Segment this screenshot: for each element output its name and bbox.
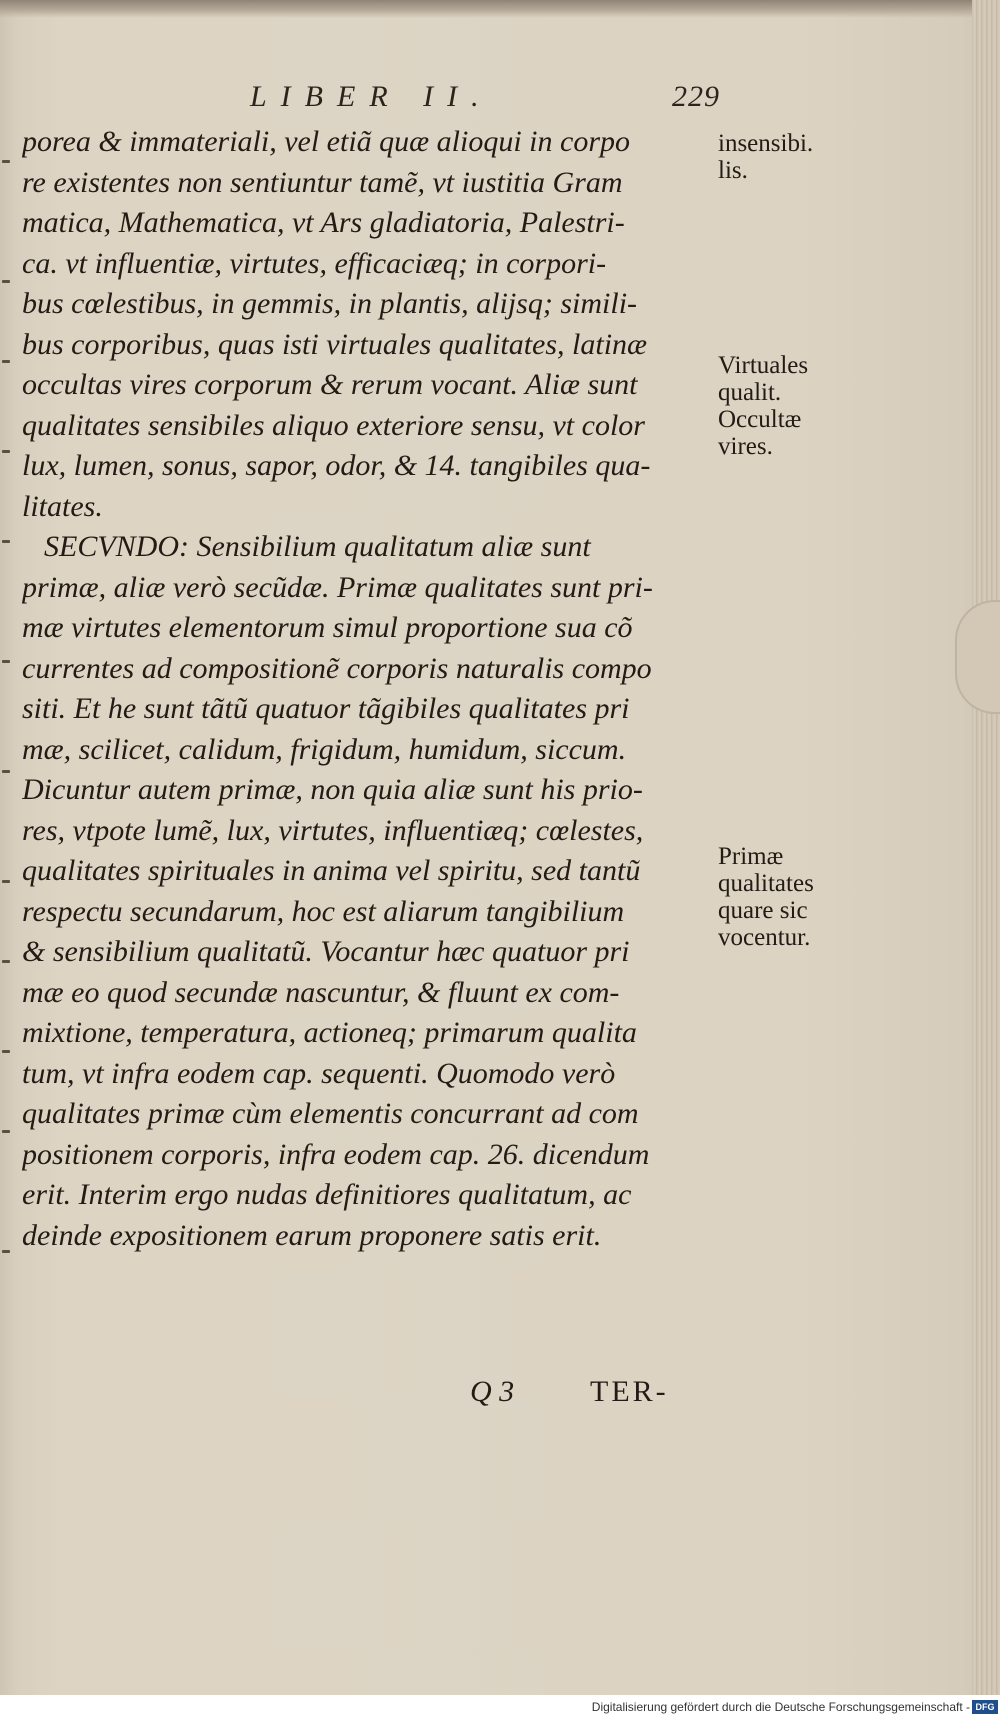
text-line: qualitates spirituales in anima vel spiritu, sed tantũ: [22, 854, 641, 887]
marginal-note-line: Occultæ: [718, 406, 802, 433]
marginal-note-line: insensibi.: [718, 130, 814, 157]
marginal-note: [718, 352, 868, 460]
text-line: currentes ad compositionẽ corporis naturalis compo: [22, 651, 652, 685]
text-line: SECVNDO: Sensibilium qualitatum aliæ sunt: [44, 530, 591, 563]
text-line: qualitates primæ cùm elementis concurrant ad com: [22, 1097, 639, 1130]
text-line: respectu secundarum, hoc est aliarum tangibilium: [22, 894, 625, 928]
funding-credit: Digitalisierung gefördert durch die Deutsche Forschungsgemeinschaft -: [591, 1700, 970, 1714]
marginal-note-line: lis.: [718, 157, 748, 184]
marginal-note: [718, 843, 868, 951]
page-edges: [972, 0, 1000, 1700]
page-header: [250, 80, 720, 120]
gutter-marks: [0, 120, 14, 1420]
signature-mark: Q 3: [470, 1375, 515, 1408]
text-line: matica, Mathematica, vt Ars gladiatoria, Palestri-: [22, 206, 625, 239]
text-line: porea & immateriali, vel etiã quæ alioqui in corpo: [22, 125, 630, 158]
book-clasp: [955, 600, 1000, 714]
catchline: [470, 1375, 720, 1419]
marginal-note-line: Virtuales: [718, 352, 809, 379]
marginal-note-line: vires.: [718, 433, 773, 460]
text-line: res, vtpote lumẽ, lux, virtutes, influentiæq; cœlestes,: [22, 813, 644, 847]
text-line: ca. vt influentiæ, virtutes, efficaciæq; in corpori-: [22, 246, 607, 280]
marginal-note-line: quare sic: [718, 897, 808, 924]
text-line: tum, vt infra eodem cap. sequenti. Quomodo verò: [22, 1056, 616, 1090]
text-line: mæ, scilicet, calidum, frigidum, humidum, siccum.: [22, 732, 627, 766]
text-line: litates.: [22, 489, 103, 523]
text-line: & sensibilium qualitatũ. Vocantur hæc quatuor pri: [22, 935, 630, 968]
text-line: siti. Et he sunt tãtũ quatuor tãgibiles qualitates pri: [22, 692, 630, 725]
running-title: LIBER II.: [250, 80, 493, 113]
text-line: deinde expositionem earum proponere satis erit.: [22, 1218, 602, 1252]
text-line: primæ, aliæ verò secũdæ. Primæ qualitates sunt pri-: [22, 570, 653, 604]
text-line: mæ eo quod secundæ nascuntur, & fluunt ex com-: [22, 975, 620, 1009]
text-line: mæ virtutes elementorum simul proportione sua cõ: [22, 611, 633, 644]
text-line: bus corporibus, quas isti virtuales qualitates, latinæ: [22, 327, 648, 361]
text-line: positionem corporis, infra eodem cap. 26. dicendum: [22, 1137, 650, 1171]
text-line: lux, lumen, sonus, sapor, odor, & 14. tangibiles qua-: [22, 449, 651, 482]
marginal-note-line: Primæ: [718, 843, 784, 870]
marginal-note-line: qualitates: [718, 870, 814, 897]
text-line: qualitates sensibiles aliquo exteriore sensu, vt color: [22, 408, 645, 442]
digitization-footer: [0, 1695, 1000, 1721]
catchword: TER-: [590, 1375, 669, 1408]
marginal-note: [718, 130, 868, 184]
body-text: [22, 122, 722, 1256]
text-line: occultas vires corporum & rerum vocant. Aliæ sunt: [22, 368, 638, 401]
marginal-note-line: vocentur.: [718, 924, 811, 951]
page-top-shadow: [0, 0, 1000, 18]
dfg-logo: DFG: [972, 1700, 998, 1714]
text-line: erit. Interim ergo nudas definitiores qualitatum, ac: [22, 1178, 632, 1211]
marginal-note-line: qualit.: [718, 379, 782, 406]
text-line: re existentes non sentiuntur tamẽ, vt iustitia Gram: [22, 165, 623, 199]
page-number: 229: [672, 80, 720, 113]
text-line: mixtione, temperatura, actioneq; primarum qualita: [22, 1016, 637, 1049]
text-line: Dicuntur autem primæ, non quia aliæ sunt his prio-: [22, 773, 643, 806]
text-line: bus cœlestibus, in gemmis, in plantis, alijsq; simili-: [22, 287, 638, 320]
